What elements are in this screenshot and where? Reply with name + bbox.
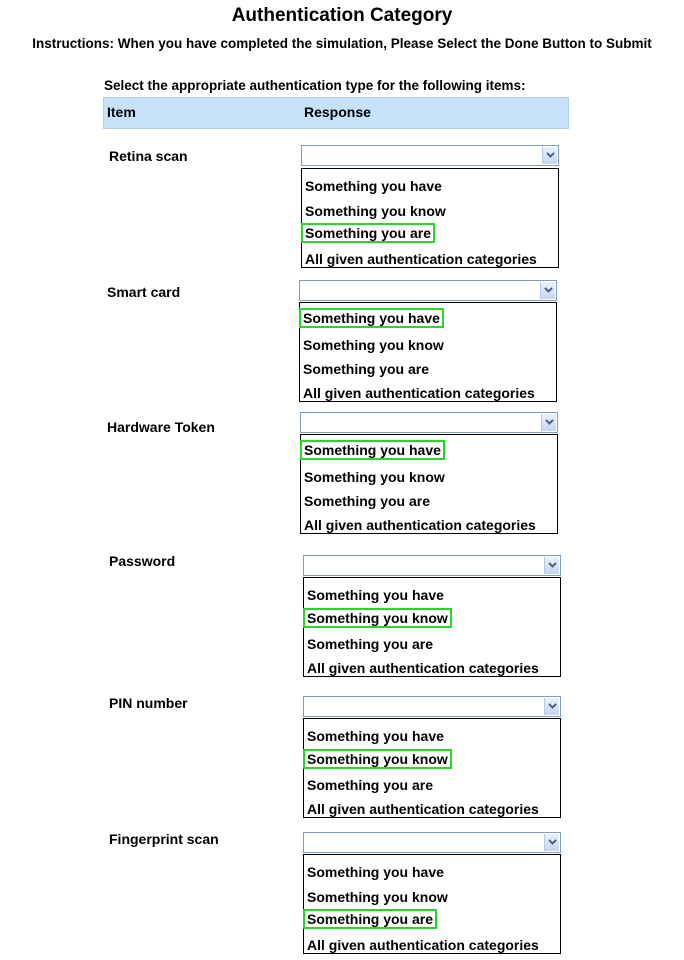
option-selected[interactable]: Something you have — [300, 440, 445, 460]
option-item[interactable]: Something you are — [307, 636, 434, 652]
option-item[interactable]: All given authentication categories — [307, 801, 539, 817]
option-selected[interactable]: Something you are — [303, 909, 437, 929]
option-selected[interactable]: Something you know — [303, 608, 452, 628]
option-item[interactable]: Something you have — [307, 864, 444, 880]
option-item[interactable]: Something you have — [305, 178, 442, 194]
option-item[interactable]: Something you are — [307, 777, 434, 793]
option-item[interactable]: Something you are — [304, 493, 431, 509]
options-list — [303, 577, 561, 677]
option-item[interactable]: Something you are — [303, 361, 430, 377]
option-selected[interactable]: Something you have — [299, 308, 444, 328]
item-label: PIN number — [109, 695, 188, 711]
options-list — [301, 168, 559, 268]
chevron-down-icon[interactable] — [542, 147, 557, 164]
item-label: Smart card — [107, 284, 181, 300]
response-dropdown[interactable] — [303, 832, 561, 853]
item-label: Hardware Token — [107, 419, 215, 435]
options-list — [300, 434, 558, 534]
option-item[interactable]: All given authentication categories — [303, 385, 535, 401]
option-item[interactable]: All given authentication categories — [307, 937, 539, 953]
option-selected[interactable]: Something you know — [303, 749, 452, 769]
chevron-down-icon[interactable] — [544, 557, 559, 574]
option-item[interactable]: Something you have — [307, 587, 444, 603]
chevron-down-icon[interactable] — [541, 414, 556, 431]
chevron-down-icon[interactable] — [540, 282, 555, 299]
header-item: Item — [107, 104, 136, 120]
option-selected[interactable]: Something you are — [301, 223, 435, 243]
chevron-down-icon[interactable] — [544, 834, 559, 851]
option-item[interactable]: All given authentication categories — [305, 251, 537, 267]
page-title: Authentication Category — [231, 5, 453, 26]
response-dropdown[interactable] — [301, 145, 559, 166]
options-list — [303, 854, 561, 954]
header-response: Response — [304, 104, 371, 120]
chevron-down-icon[interactable] — [544, 698, 559, 715]
response-dropdown[interactable] — [303, 555, 561, 576]
option-item[interactable]: All given authentication categories — [307, 660, 539, 676]
instructions-text: Instructions: When you have completed the simulation, Please Select the Done Button to Submit — [32, 36, 652, 51]
option-item[interactable]: Something you know — [307, 889, 448, 905]
option-item[interactable]: Something you know — [303, 337, 444, 353]
response-dropdown[interactable] — [303, 696, 561, 717]
option-item[interactable]: Something you know — [305, 203, 446, 219]
options-list — [303, 718, 561, 818]
option-item[interactable]: Something you have — [307, 728, 444, 744]
question-prompt: Select the appropriate authentication type for the following items: — [104, 78, 526, 93]
options-list — [299, 302, 557, 402]
response-dropdown[interactable] — [300, 412, 558, 433]
item-label: Fingerprint scan — [109, 831, 219, 847]
option-item[interactable]: Something you know — [304, 469, 445, 485]
response-dropdown[interactable] — [299, 280, 557, 301]
option-item[interactable]: All given authentication categories — [304, 517, 536, 533]
item-label: Retina scan — [109, 148, 188, 164]
table-header — [103, 97, 569, 129]
item-label: Password — [109, 553, 176, 569]
